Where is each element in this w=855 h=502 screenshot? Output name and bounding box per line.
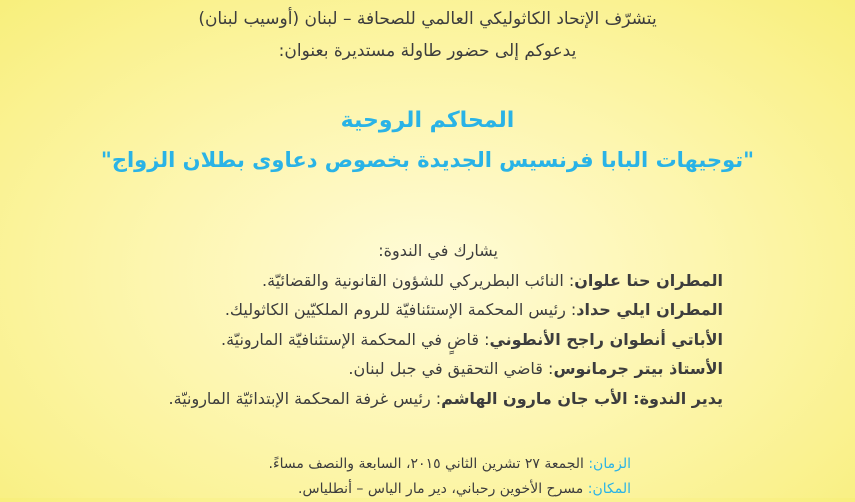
participant-name: المطران حنا علوان (574, 270, 723, 290)
moderator-name: يدير الندوة: الأب جان مارون الهاشم (441, 388, 723, 408)
participant-name: المطران ايلي حداد (576, 300, 723, 319)
participant-name: الأستاذ بيتر جرمانوس (553, 359, 723, 378)
intro-line-1: يتشرّف الإتحاد الكاثوليكي العالمي للصحافة – لبنان (أوسيب لبنان) (198, 9, 657, 29)
participant-role: : قاضٍ في المحكمة الإستئنافيّة المارونيّة. (220, 329, 490, 349)
moderator-role: : رئيس غرفة المحكمة الإبتدائيّة المارونيّة. (168, 388, 442, 408)
time-value: الجمعة ٢٧ تشرين الثاني ٢٠١٥، السابعة والنصف مساءً. (268, 456, 589, 472)
participants-list (123, 236, 723, 413)
intro-line-2: يدعوكم إلى حضور طاولة مستديرة بعنوان: (278, 41, 577, 61)
time-row (269, 452, 631, 477)
participant-role: : قاضي التحقيق في جبل لبنان. (348, 359, 554, 378)
participant-row (123, 325, 723, 355)
participant-role: : النائب البطريركي للشؤون القانونية والقضائيّة. (262, 270, 575, 290)
participant-row (123, 354, 723, 384)
participants-heading: يشارك في الندوة: (378, 241, 498, 260)
event-info (269, 452, 631, 502)
place-value: مسرح الأخوين رحباني، دير مار الياس – أنطلياس. (298, 481, 588, 497)
time-label: الزمان: (588, 456, 631, 472)
event-subtitle: "توجيهات البابا فرنسيس الجديدة بخصوص دعاوى بطلان الزواج" (100, 148, 755, 172)
participant-row (123, 266, 723, 296)
moderator-row (123, 384, 723, 414)
participant-row (123, 295, 723, 325)
place-label: المكان: (587, 481, 631, 497)
participant-role: : رئيس المحكمة الإستئنافيّة للروم الملكيّين الكاثوليك. (224, 300, 577, 319)
participant-name: الأباتي أنطوان راجح الأنطوني (489, 329, 723, 349)
event-title: المحاكم الروحية (340, 108, 515, 133)
place-row (269, 477, 631, 502)
